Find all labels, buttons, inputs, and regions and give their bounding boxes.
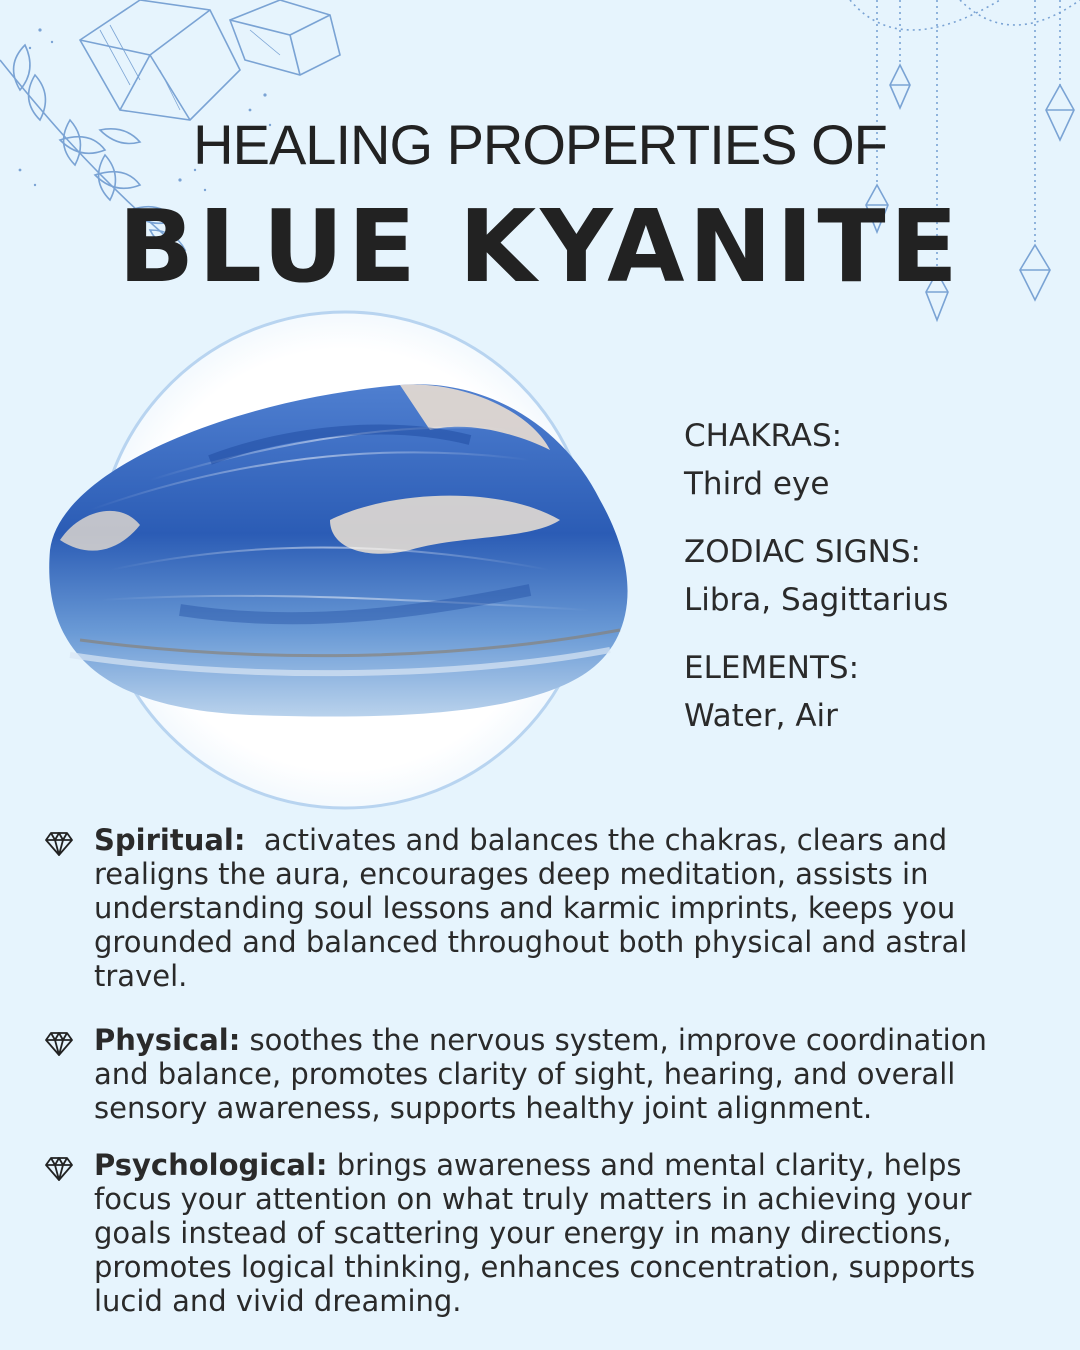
info-value: Libra, Sagittarius <box>684 582 949 618</box>
kyanite-stone-image <box>30 310 650 820</box>
property-text: soothes the nervous system, improve coordination and balance, promotes clarity of sight, hearing, and overall sensory awareness, supports healthy joint alignment. <box>94 1023 997 1125</box>
property-psychological <box>44 1148 1024 1318</box>
property-name: Psychological: <box>94 1148 328 1182</box>
info-elements <box>684 644 948 740</box>
info-chakras <box>684 412 948 508</box>
title-line1: HEALING PROPERTIES OF <box>193 113 887 176</box>
info-label: CHAKRAS: <box>684 418 843 454</box>
property-name: Spiritual: <box>94 823 246 857</box>
property-text: activates and balances the chakras, clears and realigns the aura, encourages deep meditation, assists in understanding soul lessons and karmic imprints, keeps you grounded and balanced throughout both physical and astral travel. <box>94 823 977 993</box>
property-name: Physical: <box>94 1023 241 1057</box>
crystal-cluster-icon <box>80 0 340 120</box>
info-label: ZODIAC SIGNS: <box>684 534 921 570</box>
title-line2: BLUE KYANITE <box>118 188 962 305</box>
diamond-icon <box>44 823 94 861</box>
info-label: ELEMENTS: <box>684 650 860 686</box>
property-text: brings awareness and mental clarity, helps focus your attention on what truly matters in achieving your goals instead of scattering your energy in many directions, promotes logical thinking, enhances concentration, supports lucid and vivid dreaming. <box>94 1148 985 1318</box>
info-zodiac <box>684 528 948 624</box>
info-value: Third eye <box>684 466 830 502</box>
info-value: Water, Air <box>684 698 838 734</box>
property-physical <box>44 1023 1024 1125</box>
property-spiritual <box>44 823 1024 993</box>
diamond-icon <box>44 1023 94 1061</box>
diamond-icon <box>44 1148 94 1186</box>
stone-info <box>684 412 948 760</box>
